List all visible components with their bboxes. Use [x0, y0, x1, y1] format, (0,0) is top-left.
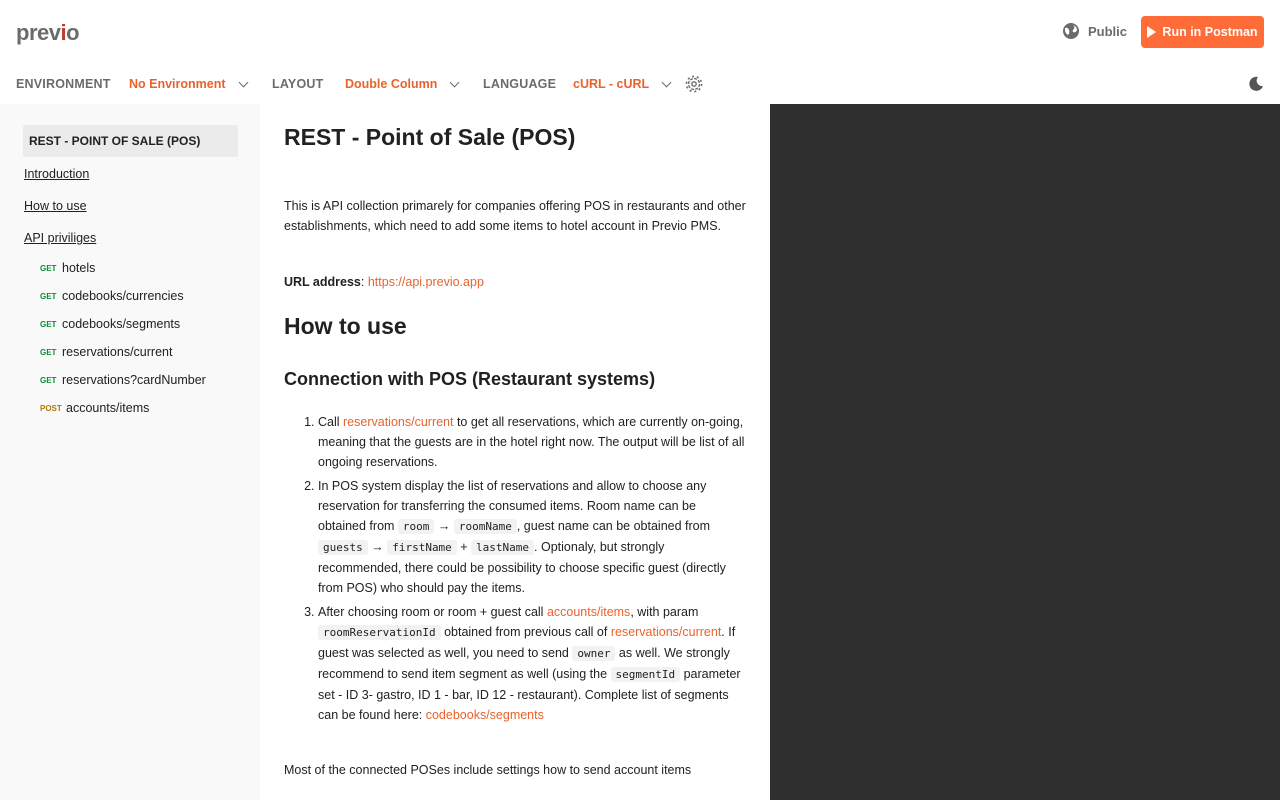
code-examples-panel	[770, 104, 1280, 800]
intro-paragraph: This is API collection primarely for companies offering POS in restaurants and other establishments, which need to add some items to hotel account in Previo PMS.	[284, 199, 746, 233]
sidebar	[0, 104, 260, 800]
documentation-content	[260, 104, 770, 800]
reservations-current-link[interactable]: reservations/current	[343, 415, 454, 429]
sidebar-link-how-to-use[interactable]: How to use	[24, 199, 87, 213]
chevron-down-icon	[238, 77, 248, 87]
method-badge: GET	[40, 291, 57, 301]
globe-icon	[1062, 22, 1080, 40]
method-badge: GET	[40, 347, 57, 357]
method-badge: POST	[40, 403, 62, 413]
visibility-indicator[interactable]	[1062, 22, 1127, 40]
code-lastname: lastName	[471, 540, 534, 555]
gear-icon[interactable]	[685, 75, 703, 93]
code-roomreservationid: roomReservationId	[318, 625, 441, 640]
visibility-label: Public	[1088, 23, 1128, 39]
section-heading-connection: Connection with POS (Restaurant systems)	[284, 369, 656, 389]
code-firstname: firstName	[387, 540, 457, 555]
environment-dropdown[interactable]: No Environment	[129, 77, 247, 91]
sidebar-link-api-priviliges[interactable]: API priviliges	[24, 231, 97, 245]
chevron-down-icon	[662, 77, 672, 87]
play-icon	[1147, 26, 1156, 38]
code-room: room	[398, 519, 435, 534]
code-guests: guests	[318, 540, 368, 555]
sidebar-request-reservations-current[interactable]: GET reservations/current	[40, 345, 173, 359]
language-label: LANGUAGE	[483, 77, 557, 91]
footer-paragraph: Most of the connected POSes include settings how to send account items	[284, 763, 692, 777]
top-header	[0, 0, 1280, 64]
sidebar-request-accounts-items[interactable]: POST accounts/items	[40, 401, 150, 415]
layout-dropdown[interactable]: Double Column	[345, 77, 458, 91]
section-heading-how-to-use: How to use	[284, 313, 407, 339]
run-in-postman-button[interactable]: Run in Postman	[1141, 16, 1264, 48]
method-badge: GET	[40, 319, 57, 329]
reservations-current-link[interactable]: reservations/current	[610, 625, 722, 639]
code-owner: owner	[572, 646, 615, 661]
accounts-items-link[interactable]: accounts/items	[546, 605, 631, 619]
sidebar-request-codebooks-currencies[interactable]: GET codebooks/currencies	[40, 289, 184, 303]
list-item: 2. In POS system display the list of reservations and allow to choose any reservation for transferring the consumed items. Room name can be obtained from room → roomName , guest name can be obtained from guests → firstName + lastName . Optionaly, but strongly recommended, there could be possibility to choose specific guest (directly from POS) who should pay the items.	[318, 476, 746, 598]
sidebar-request-reservations-cardnumber[interactable]: GET reservations?cardNumber	[40, 373, 206, 387]
environment-label: ENVIRONMENT	[16, 77, 111, 91]
sidebar-request-hotels[interactable]: GET hotels	[40, 261, 96, 275]
code-roomname: roomName	[454, 519, 517, 534]
url-address-paragraph: URL address: https://api.previo.app	[284, 275, 484, 289]
chevron-down-icon	[450, 77, 460, 87]
layout-label: LAYOUT	[272, 77, 324, 91]
list-item: 1. Call reservations/current to get all reservations, which are currently on-going, meaning that the guests are in the hotel right now. The output will be list of all ongoing reservations.	[318, 412, 746, 472]
previo-logo[interactable]: previo	[16, 20, 80, 45]
sidebar-link-introduction[interactable]: Introduction	[24, 167, 90, 181]
api-url-link[interactable]: https://api.previo.app	[367, 275, 484, 289]
dark-mode-toggle-icon[interactable]	[1248, 76, 1264, 92]
steps-list	[284, 412, 746, 729]
list-item: 3. After choosing room or room + guest call accounts/items, with param roomReservationId obtained from previous call of reservations/current. If guest was selected as well, you need to send owner as well. We strongly recommend to send item segment as well (using the segmentId parameter set - ID 3- gastro, ID 1 - bar, ID 12 - restaurant). Complete list of segments can be found here: codebooks/segments	[318, 602, 746, 725]
method-badge: GET	[40, 263, 57, 273]
method-badge: GET	[40, 375, 57, 385]
codebooks-segments-link[interactable]: codebooks/segments	[425, 708, 544, 722]
url-address-label: URL address	[284, 275, 361, 289]
language-dropdown[interactable]: cURL - cURL	[573, 77, 670, 91]
page-title: REST - Point of Sale (POS)	[284, 124, 576, 150]
sidebar-collection-title[interactable]: REST - POINT OF SALE (POS)	[23, 125, 238, 157]
sidebar-request-codebooks-segments[interactable]: GET codebooks/segments	[40, 317, 181, 331]
code-segmentid: segmentId	[611, 667, 681, 682]
options-bar	[0, 64, 1280, 104]
